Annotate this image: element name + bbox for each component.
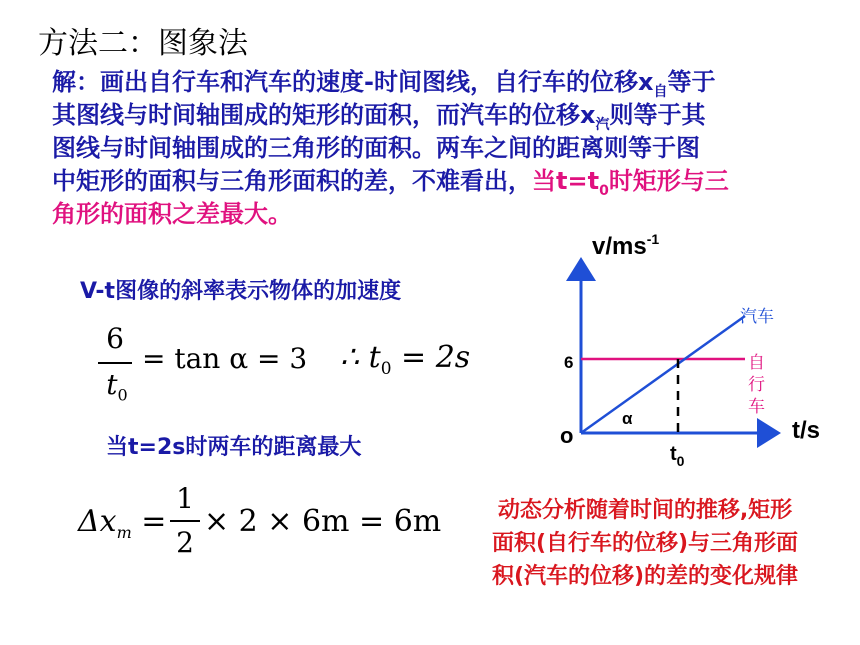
dynamic-note-line-3: 积(汽车的位移)的差的变化规律 — [491, 564, 799, 589]
explanation-paragraph — [52, 66, 852, 231]
dynamic-note-line-1: 动态分析随着时间的推移,矩形 — [497, 498, 793, 523]
formula1-therefore: ∴ $t_0 = 2s$ — [340, 340, 471, 379]
formula2-rhs: × 2 × 6m = 6m — [204, 504, 442, 539]
velocity-time-graph — [540, 228, 850, 478]
angle-alpha-label: α — [622, 409, 633, 428]
dynamic-note-line-2: 面积(自行车的位移)与三角形面 — [491, 531, 799, 556]
page-title: 方法二：图象法 — [38, 26, 248, 61]
bicycle-label-char-3: 车 — [748, 397, 765, 416]
y-axis-label: $v/ms^{-1}$ — [592, 231, 660, 260]
explanation-line-5: 角形的面积之差最大。 — [52, 200, 292, 228]
formula1-denominator: $t_0$ — [106, 368, 128, 405]
max-distance-note: 当t=2s时两车的距离最大 — [106, 435, 362, 460]
formula2-lhs: $\Delta x_m$ = — [78, 504, 167, 542]
car-line — [581, 316, 745, 433]
formula1-rhs: = tan α = 3 — [142, 342, 308, 375]
y-tick-6: 6 — [564, 353, 574, 372]
bicycle-label-char-2: 行 — [748, 375, 765, 394]
bicycle-label-char-1: 自 — [748, 353, 765, 372]
explanation-line-4: 中矩形的面积与三角形面积的差，不难看出，当$t=t_0$时矩形与三 — [52, 167, 729, 199]
dynamic-analysis-note — [440, 494, 850, 593]
formula1-fraction-bar — [98, 362, 132, 364]
slope-note: V-t图像的斜率表示物体的加速度 — [80, 279, 402, 304]
formula2-fraction-numerator: 1 — [176, 482, 194, 515]
formula2-fraction-denominator: 2 — [176, 526, 194, 559]
explanation-line-2: 其图线与时间轴围成的矩形的面积，而汽车的位移$x_汽$则等于其 — [52, 101, 706, 133]
conclusion-highlight: 当$t=t_0$时矩形与三 — [532, 167, 729, 199]
explanation-line-3: 图线与时间轴围成的三角形的面积。两车之间的距离则等于图 — [52, 134, 700, 162]
explanation-line-1: 解：画出自行车和汽车的速度-时间图线，自行车的位移$x_自$等于 — [52, 68, 716, 100]
formula2-fraction-bar — [170, 520, 200, 522]
origin-label: o — [560, 423, 574, 448]
x-axis-label: t/s — [792, 417, 821, 444]
formula1-numerator: 6 — [106, 322, 124, 355]
car-line-label: 汽车 — [740, 307, 774, 326]
t0-tick-label: $t_0$ — [670, 443, 685, 469]
